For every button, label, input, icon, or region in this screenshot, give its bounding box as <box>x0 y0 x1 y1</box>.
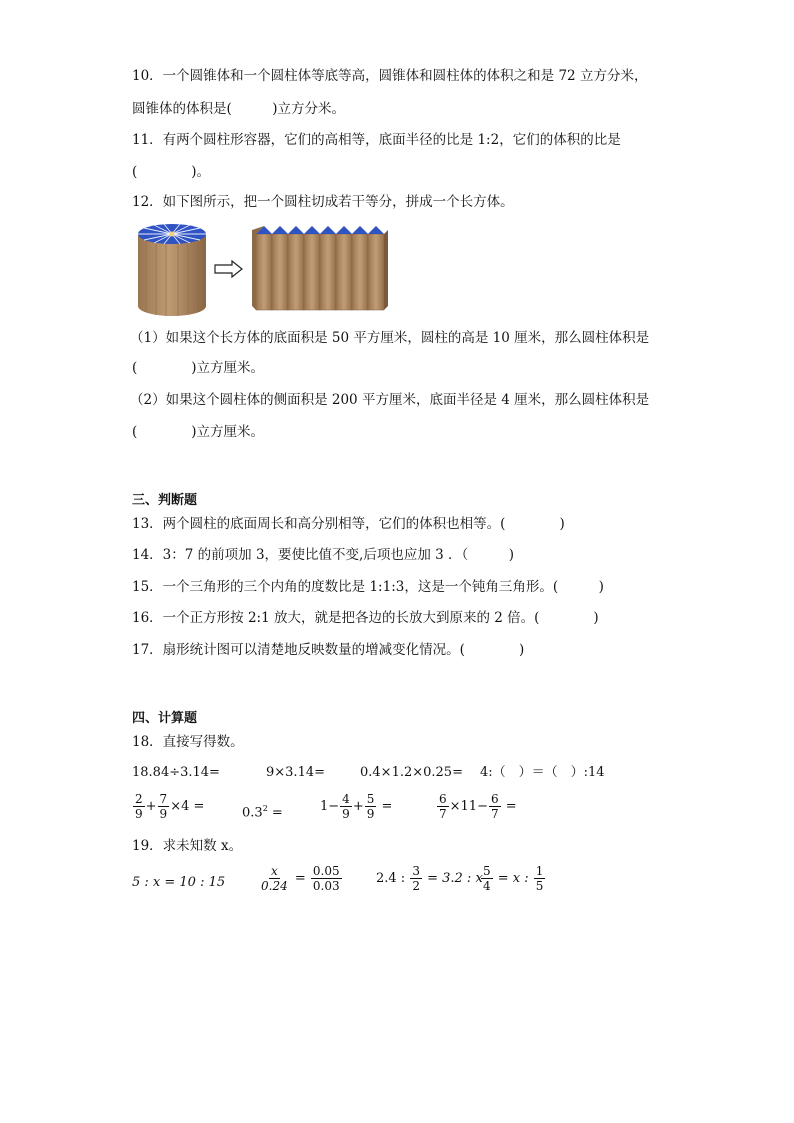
q10-line2: 圆锥体的体积是( )立方分米。 <box>132 101 346 117</box>
q12-sub1-line2: ( )立方厘米。 <box>132 360 265 376</box>
calc-18-6: $0.3^2$ = <box>242 804 283 821</box>
calc-18-4: 4:（ ）＝（ ）:14 <box>480 765 605 780</box>
q12-sub2-line2: ( )立方厘米。 <box>132 424 265 440</box>
calc-18-3: 0.4×1.2×0.25= <box>360 765 463 780</box>
q11-line2: ( )。 <box>132 164 211 180</box>
q19-prompt: 19．求未知数 x。 <box>132 838 243 854</box>
q16: 16．一个正方形按 2:1 放大，就是把各边的长放大到原来的 2 倍。( ) <box>132 610 599 626</box>
right-arrow-icon <box>214 260 244 278</box>
q11-line1: 11．有两个圆柱形容器，它们的高相等，底面半径的比是 1:2，它们的体积的比是 <box>132 132 621 148</box>
calc-18-1: 18.84÷3.14= <box>132 765 220 780</box>
eq-19-2: $\frac{x}{0.24}$ = $\frac{0.05}{0.03}$ <box>261 864 340 893</box>
q18-prompt: 18．直接写得数。 <box>132 734 244 750</box>
eq-19-3: 2.4 : $\frac{3}{2}$ = 3.2 : x <box>376 864 483 893</box>
q12-line1: 12．如下图所示，把一个圆柱切成若干等分，拼成一个长方体。 <box>132 194 514 210</box>
q17: 17．扇形统计图可以清楚地反映数量的增减变化情况。( ) <box>132 642 525 658</box>
section3-title: 三、判断题 <box>132 493 198 508</box>
section4-title: 四、计算题 <box>132 711 198 726</box>
q14: 14．3：7 的前项加 3，要使比值不变,后项也应加 3 ．（ ) <box>132 547 515 563</box>
q12-sub2-line1: （2）如果这个圆柱体的侧面积是 200 平方厘米，底面半径是 4 厘米，那么圆柱体积是 <box>130 392 650 408</box>
calc-18-5: $\frac{2}{9}$ + $\frac{7}{9}$ ×4 = <box>135 792 205 821</box>
eq-19-1: 5 : x = 10 : 15 <box>132 875 226 890</box>
eq-19-4: $\frac{5}{4}$ = x : $\frac{1}{5}$ <box>483 864 544 893</box>
q10-line1: 10．一个圆锥体和一个圆柱体等底等高，圆锥体和圆柱体的体积之和是 72 立方分米， <box>132 68 648 84</box>
q15: 15．一个三角形的三个内角的度数比是 1:1:3，这是一个钝角三角形。( ) <box>132 579 604 595</box>
calc-18-7: 1− $\frac{4}{9}$ + $\frac{5}{9}$ = <box>320 792 393 821</box>
calc-18-2: 9×3.14= <box>266 765 326 780</box>
calc-18-8: $\frac{6}{7}$ ×11− $\frac{6}{7}$ = <box>439 792 517 821</box>
q12-sub1-line1: （1）如果这个长方体的底面积是 50 平方厘米，圆柱的高是 10 厘米，那么圆柱体积是 <box>130 330 650 346</box>
q13: 13．两个圆柱的底面周长和高分别相等，它们的体积也相等。( ) <box>132 516 565 532</box>
rectangular-prism-figure <box>252 224 392 312</box>
cylinder-figure <box>136 222 208 318</box>
